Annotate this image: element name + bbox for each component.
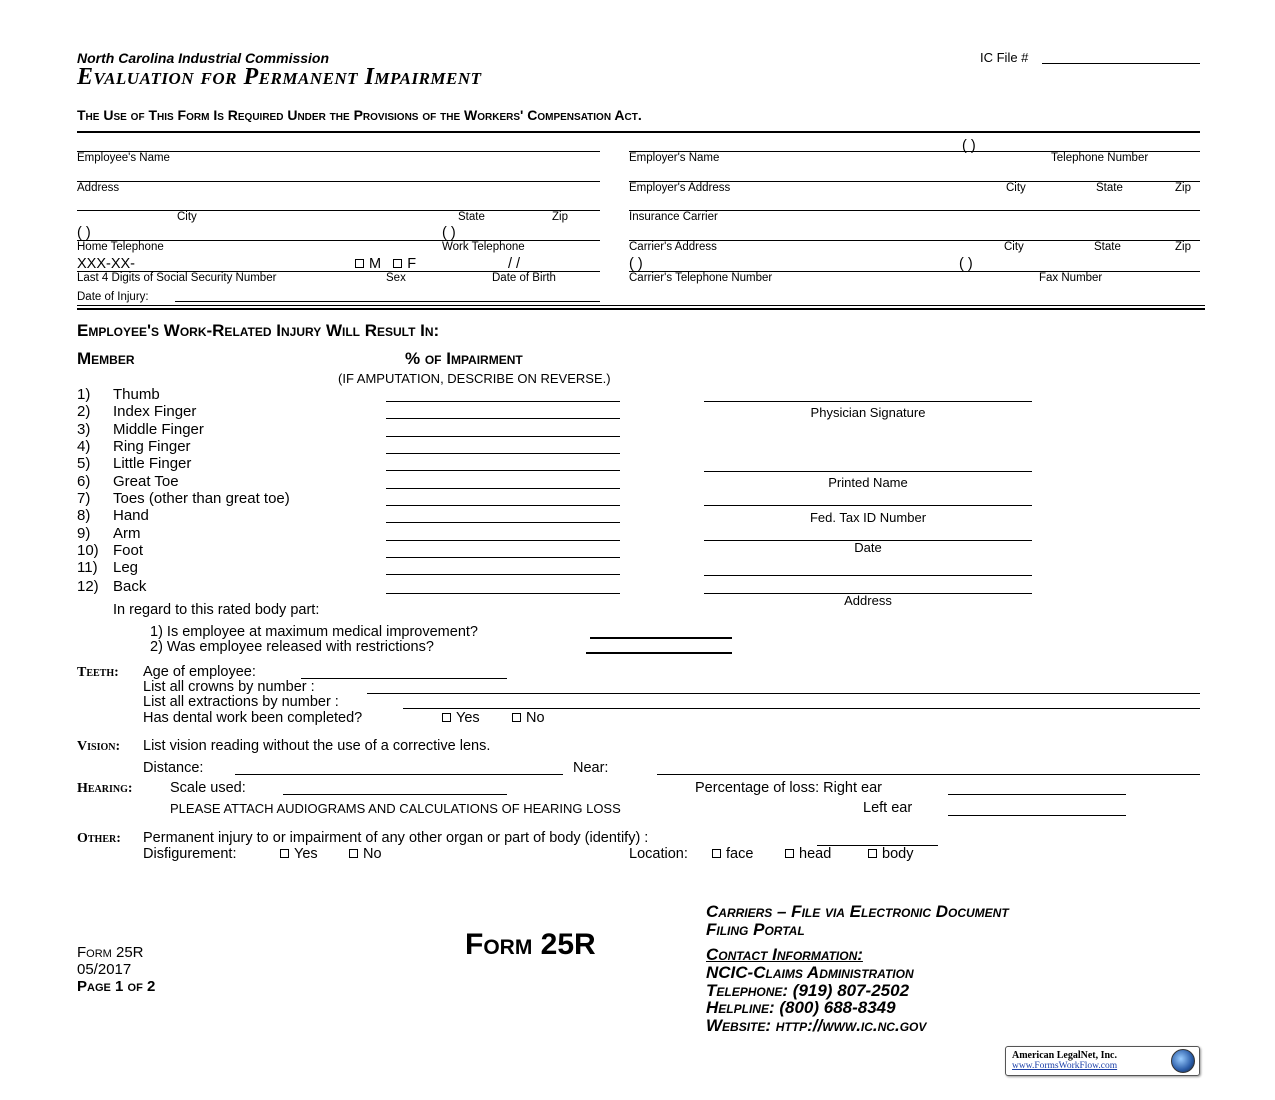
location-head[interactable] <box>785 846 831 862</box>
vision-label: Vision: <box>77 739 121 754</box>
member-number: 8) <box>77 507 91 524</box>
injury-heading: Employee's Work-Related Injury Will Result In: <box>77 321 440 340</box>
physician-signature-field[interactable] <box>704 401 1032 402</box>
amputation-note: (IF AMPUTATION, DESCRIBE ON REVERSE.) <box>338 371 611 386</box>
impairment-field[interactable] <box>386 418 620 419</box>
near-label: Near: <box>573 760 609 776</box>
permanent-injury-label: Permanent injury to or impairment of any other organ or part of body (identify) : <box>143 830 649 846</box>
impairment-field[interactable] <box>386 505 620 506</box>
other-label: Other: <box>77 831 121 846</box>
location-label: Location: <box>629 846 688 862</box>
member-name: Ring Finger <box>113 438 191 455</box>
member-number: 2) <box>77 403 91 420</box>
member-number: 1) <box>77 386 91 403</box>
carrier-address-label: Carrier's Address <box>629 241 717 253</box>
notice: The Use of This Form Is Required Under the Provisions of the Workers' Compensation Act. <box>77 107 642 123</box>
scale-field[interactable] <box>283 794 507 795</box>
member-name: Leg <box>113 559 139 576</box>
impairment-field[interactable] <box>386 574 620 575</box>
member-name: Arm <box>113 525 141 542</box>
employee-city-field[interactable] <box>77 210 600 211</box>
disfigurement-no-label: No <box>363 846 382 862</box>
dental-yes-label: Yes <box>456 710 480 726</box>
carrier-state-label: State <box>1094 241 1121 253</box>
disfigurement-yes-label: Yes <box>294 846 318 862</box>
left-ear-field[interactable] <box>948 815 1126 816</box>
physician-signature-label: Physician Signature <box>810 405 926 420</box>
divider <box>77 305 1205 306</box>
disfigurement-yes[interactable] <box>280 846 318 862</box>
member-heading: Member <box>77 349 135 368</box>
checkbox-head[interactable] <box>785 849 794 858</box>
divider <box>77 308 1205 310</box>
head-label: head <box>799 846 832 862</box>
dental-no[interactable] <box>512 710 545 726</box>
extractions-field[interactable] <box>403 708 1200 709</box>
sex-f-label: F <box>407 256 417 272</box>
employer-city-label: City <box>1006 182 1026 194</box>
checkbox-dental-yes[interactable] <box>442 713 451 722</box>
checkbox-body[interactable] <box>868 849 877 858</box>
dental-yes[interactable] <box>442 710 480 726</box>
contact-heading: Contact Information: <box>706 945 863 964</box>
injury-date-field[interactable] <box>175 301 600 302</box>
ic-file-input[interactable] <box>1042 63 1200 64</box>
restrictions-answer-field[interactable] <box>586 652 732 654</box>
logo-url[interactable]: www.FormsWorkFlow.com <box>1012 1061 1118 1071</box>
face-label: face <box>726 846 754 862</box>
work-phone-label: Work Telephone <box>442 241 525 253</box>
impairment-field[interactable] <box>386 540 620 541</box>
member-number: 12) <box>77 578 99 595</box>
ssn-label: Last 4 Digits of Social Security Number <box>77 272 277 284</box>
checkbox-dental-no[interactable] <box>512 713 521 722</box>
body-label: body <box>882 846 914 862</box>
mmi-answer-field[interactable] <box>590 637 732 639</box>
telephone: Telephone: (919) 807-2502 <box>706 981 910 1000</box>
employer-state-label: State <box>1096 182 1123 194</box>
member-number: 7) <box>77 490 91 507</box>
checkbox-disfigurement-no[interactable] <box>349 849 358 858</box>
member-name: Back <box>113 578 147 595</box>
right-ear-field[interactable] <box>948 794 1126 795</box>
member-name: Hand <box>113 507 149 524</box>
employer-address-label: Employer's Address <box>629 182 731 194</box>
sex-label: Sex <box>386 272 406 284</box>
ssn-prefix: XXX-XX- <box>77 256 136 272</box>
right-ear-label: Percentage of loss: Right ear <box>695 780 882 796</box>
work-phone-parens: ( ) <box>442 225 456 241</box>
checkbox-disfigurement-yes[interactable] <box>280 849 289 858</box>
teeth-label: Teeth: <box>77 665 119 680</box>
member-number: 4) <box>77 438 91 455</box>
location-face[interactable] <box>712 846 753 862</box>
agency-name: North Carolina Industrial Commission <box>77 50 330 66</box>
impairment-field[interactable] <box>386 453 620 454</box>
impairment-field[interactable] <box>386 436 620 437</box>
form-date: 05/2017 <box>77 961 132 978</box>
employee-address-label: Address <box>77 182 120 194</box>
checkbox-f[interactable] <box>393 259 402 268</box>
extractions-label: List all extractions by number : <box>143 694 339 710</box>
fax-label: Fax Number <box>1039 272 1103 284</box>
question-restrictions: 2) Was employee released with restrictions? <box>150 639 434 655</box>
disfigurement-no[interactable] <box>349 846 382 862</box>
website[interactable]: Website: http://www.ic.nc.gov <box>706 1016 927 1035</box>
rated-part-label: In regard to this rated body part: <box>113 602 320 618</box>
employee-city-label: City <box>177 211 197 223</box>
printed-name-label: Printed Name <box>828 475 908 490</box>
employee-zip-label: Zip <box>552 211 568 223</box>
checkbox-face[interactable] <box>712 849 721 858</box>
globe-icon <box>1171 1049 1195 1073</box>
teeth-age-label: Age of employee: <box>143 664 256 680</box>
checkbox-m[interactable] <box>355 259 364 268</box>
crowns-field[interactable] <box>367 693 1200 694</box>
employee-name-label: Employee's Name <box>77 152 170 164</box>
scale-label: Scale used: <box>170 780 246 796</box>
physician-address-field[interactable] <box>704 575 1032 576</box>
impairment-field[interactable] <box>386 488 620 489</box>
teeth-age-field[interactable] <box>301 678 507 679</box>
physician-address-label: Address <box>844 593 892 608</box>
member-number: 9) <box>77 525 91 542</box>
dob-label: Date of Birth <box>492 272 556 284</box>
impairment-field[interactable] <box>386 522 620 523</box>
member-name: Thumb <box>113 386 160 403</box>
logo-name: American LegalNet, Inc. <box>1012 1050 1117 1061</box>
employer-name-label: Employer's Name <box>629 152 720 164</box>
employer-zip-label: Zip <box>1175 182 1191 194</box>
carrier-zip-label: Zip <box>1175 241 1191 253</box>
member-name: Little Finger <box>113 455 192 472</box>
member-name: Foot <box>113 542 144 559</box>
carrier-city-label: City <box>1004 241 1024 253</box>
near-field[interactable] <box>657 774 1200 775</box>
carriers-line1: Carriers – File via Electronic Document <box>706 902 1009 921</box>
distance-label: Distance: <box>143 760 204 776</box>
fax-parens: ( ) <box>959 256 973 272</box>
carriers-line2: Filing Portal <box>706 920 805 939</box>
employee-address-field[interactable] <box>77 181 600 182</box>
date-label: Date <box>854 540 882 555</box>
ic-file-label: IC File # <box>980 50 1029 65</box>
left-ear-label: Left ear <box>863 800 913 816</box>
page-number: Page 1 of 2 <box>77 978 156 995</box>
vision-instruction: List vision reading without the use of a corrective lens. <box>143 738 491 754</box>
disfigurement-label: Disfigurement: <box>143 846 237 862</box>
printed-name-field[interactable] <box>704 471 1032 472</box>
dental-no-label: No <box>526 710 545 726</box>
hearing-label: Hearing: <box>77 781 133 796</box>
form-id: Form 25R <box>77 944 144 961</box>
member-name: Great Toe <box>113 473 179 490</box>
divider <box>77 131 1200 133</box>
crowns-label: List all crowns by number : <box>143 679 315 695</box>
carrier-phone-parens: ( ) <box>629 256 643 272</box>
impairment-field[interactable] <box>386 401 620 402</box>
carrier-phone-label: Carrier's Telephone Number <box>629 272 773 284</box>
pct-heading: % of Impairment <box>405 349 523 368</box>
sex-options[interactable] <box>355 256 416 272</box>
tax-id-label: Fed. Tax ID Number <box>809 510 927 525</box>
employer-phone-parens: ( ) <box>962 138 976 154</box>
impairment-field[interactable] <box>386 470 620 471</box>
location-body[interactable] <box>868 846 913 862</box>
audiogram-note: PLEASE ATTACH AUDIOGRAMS AND CALCULATIONS OF HEARING LOSS <box>170 801 621 816</box>
american-legalnet-logo[interactable] <box>1005 1046 1200 1076</box>
member-name: Middle Finger <box>113 421 204 438</box>
question-mmi: 1) Is employee at maximum medical improvement? <box>150 624 478 640</box>
member-name: Index Finger <box>113 403 197 420</box>
member-number: 10) <box>77 542 99 559</box>
form-title-large: Form 25R <box>465 928 596 961</box>
home-phone-label: Home Telephone <box>77 241 164 253</box>
home-phone-parens: ( ) <box>77 225 91 241</box>
distance-field[interactable] <box>235 774 563 775</box>
employee-state-label: State <box>458 211 485 223</box>
dob-slashes: / / <box>508 256 521 272</box>
employer-phone-label: Telephone Number <box>1051 152 1149 164</box>
member-number: 11) <box>77 559 98 576</box>
tax-id-field[interactable] <box>704 505 1032 506</box>
page-title: Evaluation for Permanent Impairment <box>77 64 482 90</box>
member-name: Toes (other than great toe) <box>113 490 290 507</box>
impairment-field[interactable] <box>386 557 620 558</box>
carrier-label: Insurance Carrier <box>629 211 718 223</box>
impairment-field[interactable] <box>386 593 620 594</box>
member-number: 5) <box>77 455 91 472</box>
member-number: 6) <box>77 473 91 490</box>
member-number: 3) <box>77 421 91 438</box>
injury-date-label: Date of Injury: <box>77 291 149 303</box>
ncic-claims: NCIC-Claims Administration <box>706 963 914 982</box>
dental-question: Has dental work been completed? <box>143 710 363 726</box>
sex-m-label: M <box>369 256 382 272</box>
helpline: Helpline: (800) 688-8349 <box>706 998 896 1017</box>
